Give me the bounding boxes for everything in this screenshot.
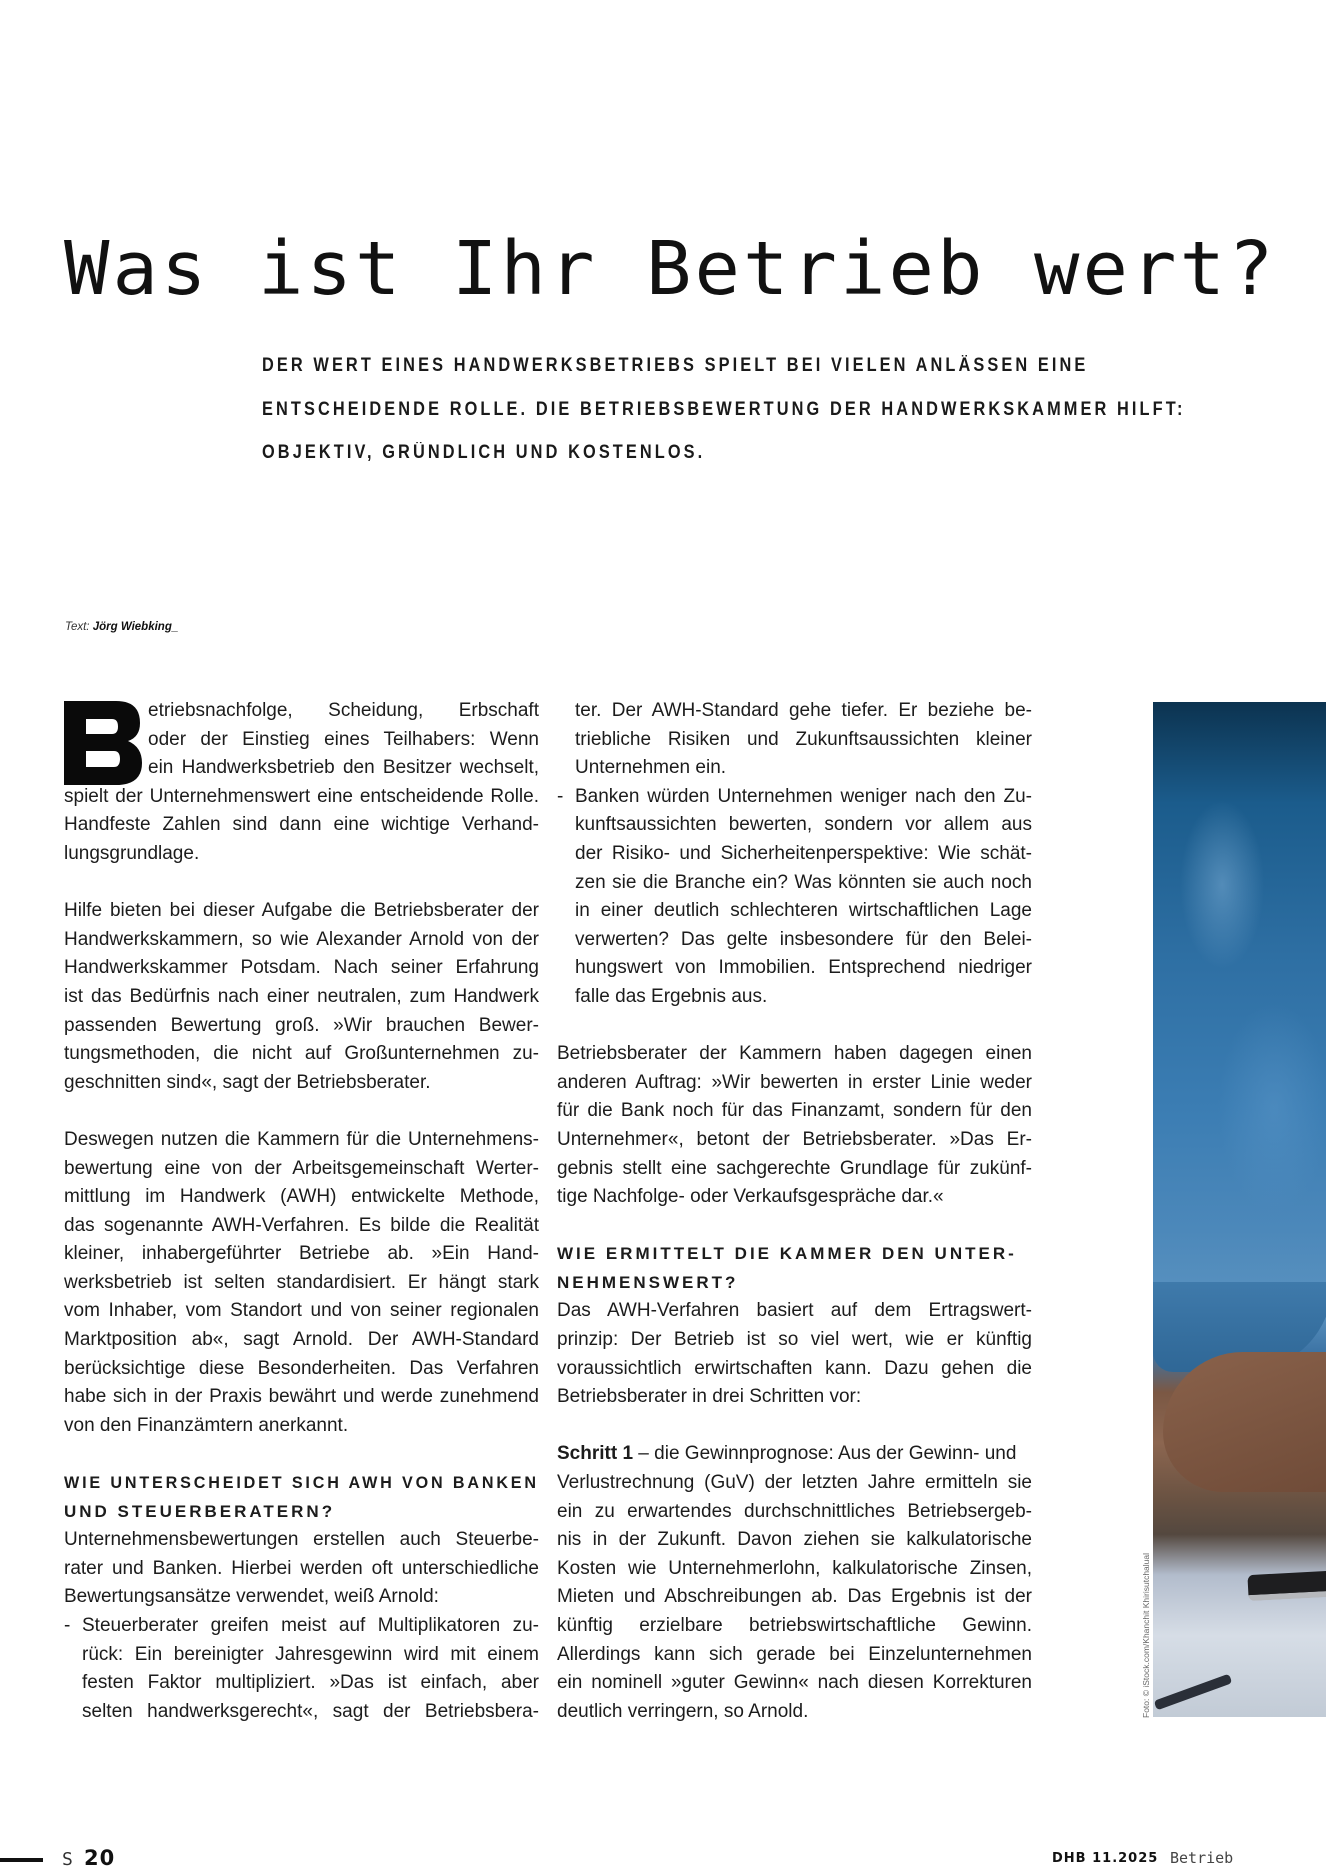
text-line: künftig erzielbare betriebswirtschaftliche Gewinn. — [557, 1615, 1032, 1636]
bullet-item — [557, 783, 1032, 1012]
byline — [65, 621, 178, 633]
text-line: ein Handwerksbetrieb den Besitzer wechselt, — [148, 757, 539, 779]
section-heading: NEHMENSWERT? — [557, 1272, 739, 1292]
text-line: bewertung eine von der Arbeitsgemeinschaft Werter- — [64, 1157, 539, 1179]
bullet-item-continued — [557, 697, 1032, 783]
text-line: falle das Ergebnis aus. — [575, 985, 768, 1007]
text-line: tige Nachfolge- oder Verkaufsgespräche dar.« — [557, 1186, 944, 1208]
text-line: Mieten und Abschreibungen ab. Das Ergebnis ist der — [557, 1586, 1032, 1608]
footer-rule — [0, 1858, 43, 1862]
text-line: das sogenannte AWH-Verfahren. Es bilde die Realität — [64, 1214, 539, 1236]
text-line: Hilfe bieten bei dieser Aufgabe die Betriebsberater der — [64, 900, 539, 922]
text-line: kleiner, inhabergeführter Betriebe ab. »Ein Hand- — [64, 1243, 539, 1265]
text-line: in einer deutlich schlechteren wirtschaftlichen Lage — [575, 900, 1032, 922]
article-photo — [1153, 702, 1326, 1717]
text-line: der Risiko- und Sicherheitenperspektive: Wie schät- — [575, 842, 1032, 864]
text-line: Unternehmensbewertungen erstellen auch Steuerbe- — [64, 1529, 539, 1551]
text-line: verwerten? Das gelte insbesondere für den Belei- — [575, 928, 1032, 950]
text-line — [557, 1440, 1032, 1469]
text-line: lungsgrundlage. — [64, 842, 200, 864]
text-line: berücksichtige diese Besonderheiten. Das Verfahren — [64, 1357, 539, 1379]
text-line: voraussichtlich erwirtschaften kann. Dazu gehen die — [557, 1357, 1032, 1379]
text-line: kunftsaussichten bewerten, sondern vor allem aus — [575, 814, 1032, 836]
text-line: ein zu erwartendes durchschnittliches Betriebsergeb- — [557, 1500, 1032, 1522]
text-line: Handfeste Zahlen sind dann eine wichtige Verhand- — [64, 814, 539, 836]
text-line: nis in der Zukunft. Davon ziehen sie kalkulatorische — [557, 1529, 1032, 1551]
text-line: Banken würden Unternehmen weniger nach den Zu- — [575, 785, 1032, 807]
article-deck — [262, 344, 1222, 475]
step-label: Schritt 1 — [557, 1443, 634, 1465]
text-line: Deswegen nutzen die Kammern für die Unternehmens- — [64, 1128, 539, 1150]
text-line: Unternehmer«, betont der Betriebsberater. »Das Er- — [557, 1128, 1032, 1150]
text-line: Handwerkskammern, so wie Alexander Arnold von der — [64, 928, 539, 950]
text-line: deutlich verringern, so Arnold. — [557, 1700, 809, 1722]
text-line: Allerdings kann sich gerade bei Einzelunternehmen — [557, 1643, 1032, 1665]
text-line: hungswert von Immobilien. Entsprechend niedriger — [575, 957, 1032, 979]
photo-phone-shape — [1247, 1569, 1326, 1601]
text-line: spielt der Unternehmenswert eine entscheidende Rolle. — [64, 785, 539, 807]
text-line: für die Bank noch für das Finanzamt, sondern für den — [557, 1100, 1032, 1122]
text-line: geschnitten sind«, sagt der Betriebsberater. — [64, 1071, 431, 1093]
text-line: ter. Der AWH-Standard gehe tiefer. Er beziehe be- — [575, 700, 1032, 721]
text-line: selten handwerksgerecht«, sagt der Betriebsbera- — [82, 1700, 539, 1722]
photo-pen-shape — [1154, 1674, 1233, 1711]
byline-author: Jörg Wiebking_ — [92, 621, 179, 633]
byline-prefix: Text: — [65, 621, 90, 633]
text-line: habe sich in der Praxis bewährt und werde zunehmend — [64, 1386, 539, 1408]
text-line: Verlustrechnung (GuV) der letzten Jahre ermitteln sie — [557, 1472, 1032, 1494]
text-line: Handwerkskammer Potsdam. Nach seiner Erfahrung — [64, 957, 539, 979]
text-line: Kosten wie Unternehmerlohn, kalkulatorische Zinsen, — [557, 1557, 1032, 1579]
text-line: oder der Einstieg eines Teilhabers: Wenn — [148, 728, 539, 750]
text-line: Betriebsberater der Kammern haben dagegen einen — [557, 1043, 1032, 1065]
text-line: anderen Auftrag: »Wir bewerten in erster Linie weder — [557, 1071, 1032, 1093]
text-line: tungsmethoden, die nicht auf Großunternehmen zu- — [64, 1043, 539, 1065]
page-number: 20 — [84, 1846, 116, 1870]
text-line: Betriebsberater in drei Schritten vor: — [557, 1386, 862, 1408]
text-line: Bewertungsansätze verwendet, weiß Arnold: — [64, 1586, 439, 1608]
bullet-dash: - — [557, 785, 564, 807]
bullet-item — [64, 1612, 539, 1726]
article-title: Was ist Ihr Betrieb wert? — [64, 226, 1277, 312]
text-line: passenden Bewertung groß. »Wir brauchen Bewer- — [64, 1014, 539, 1036]
page-prefix: S — [62, 1849, 73, 1870]
section-heading: WIE ERMITTELT DIE KAMMER DEN UNTER- — [557, 1244, 1017, 1264]
deck-line: DER WERT EINES HANDWERKSBETRIEBS SPIELT BEI VIELEN ANLÄSSEN EINE — [262, 355, 1089, 376]
text-line: Unternehmen ein. — [575, 757, 727, 779]
deck-line: OBJEKTIV, GRÜNDLICH UND KOSTENLOS. — [262, 442, 706, 463]
text-line: mittlung im Handwerk (AWH) entwickelte Methode, — [64, 1186, 539, 1208]
text-line: von den Finanzämtern anerkannt. — [64, 1414, 349, 1436]
photo-credit: Foto: © iStock.com/Khanchit Khirisutchalual — [1141, 1552, 1151, 1718]
section-label: Betrieb — [1170, 1849, 1234, 1867]
text-line: triebliche Risiken und Zukunftsaussichten kleiner — [575, 728, 1032, 750]
column-right — [557, 697, 1032, 1726]
text-line: Das AWH-Verfahren basiert auf dem Ertragswert- — [557, 1300, 1032, 1322]
section-heading: UND STEUERBERATERN? — [64, 1501, 336, 1521]
text-line: werksbetrieb ist selten standardisiert. Er hängt stark — [64, 1271, 539, 1293]
deck-line: ENTSCHEIDENDE ROLLE. DIE BETRIEBSBEWERTUNG DER HANDWERKSKAMMER HILFT: — [262, 398, 1186, 420]
text-line: ist das Bedürfnis nach einer neutralen, zum Handwerk — [64, 985, 539, 1007]
text-line: ein nominell »guter Gewinn« nach diesen Korrekturen — [557, 1672, 1032, 1694]
text-line: rater und Banken. Hierbei werden oft unterschiedliche — [64, 1557, 539, 1579]
section-heading: WIE UNTERSCHEIDET SICH AWH VON BANKEN — [64, 1473, 539, 1493]
text-line: gebnis stellt eine sachgerechte Grundlage für zukünf- — [557, 1157, 1032, 1179]
text-line: etriebsnachfolge, Scheidung, Erbschaft — [148, 700, 539, 721]
text-line: Marktposition ab«, sagt Arnold. Der AWH-Standard — [64, 1329, 539, 1351]
drop-cap-b — [64, 701, 142, 785]
text-line: festen Faktor multipliziert. »Das ist einfach, aber — [82, 1672, 539, 1694]
text-line: vom Inhaber, vom Standort und von seiner regionalen — [64, 1300, 539, 1322]
text-line: Steuerberater greifen meist auf Multiplikatoren zu- — [82, 1615, 539, 1636]
column-left — [64, 697, 539, 1726]
text-line: prinzip: Der Betrieb ist so viel wert, wie er künftig — [557, 1329, 1032, 1351]
text-line: zen sie die Branche ein? Was könnten sie auch noch — [575, 871, 1032, 893]
bullet-dash: - — [64, 1615, 71, 1636]
photo-arm-shape — [1163, 1352, 1326, 1492]
step-text: – die Gewinnprognose: Aus der Gewinn- und — [633, 1443, 1017, 1465]
text-line: rück: Ein bereinigter Jahresgewinn wird mit einem — [82, 1643, 539, 1665]
issue-label: DHB 11.2025 — [1052, 1851, 1159, 1866]
